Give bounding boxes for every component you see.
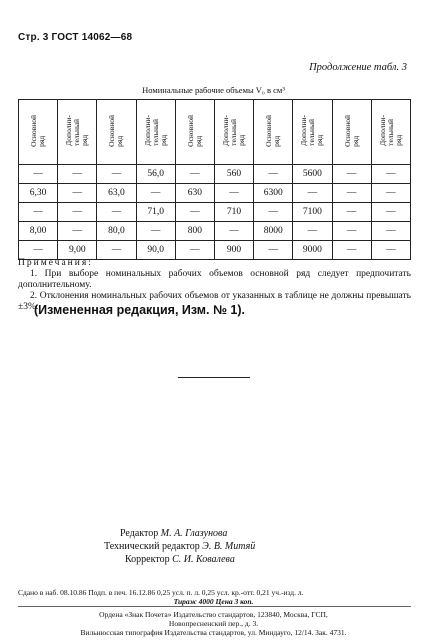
table-row <box>19 165 411 184</box>
credit-role: Редактор <box>120 528 159 539</box>
footer-divider <box>18 606 411 607</box>
table-cell: — <box>136 222 175 241</box>
table-cell: — <box>332 165 371 184</box>
table-cell: — <box>254 165 293 184</box>
table-cell: — <box>19 203 58 222</box>
table-cell: — <box>254 241 293 260</box>
table-cell: — <box>332 241 371 260</box>
column-header: Дополни- тельный ряд <box>58 100 97 165</box>
column-header: Основной ряд <box>175 100 214 165</box>
table-cell: — <box>371 184 410 203</box>
table-cell: — <box>332 184 371 203</box>
table-cell: — <box>97 165 136 184</box>
table-cell: — <box>97 203 136 222</box>
table-cell: — <box>214 222 253 241</box>
table-cell: 6,30 <box>19 184 58 203</box>
amendment-note: (Измененная редакция, Изм. № 1). <box>34 303 245 317</box>
credit-proofreader <box>125 553 255 566</box>
table-cell: — <box>254 203 293 222</box>
table-cell: 900 <box>214 241 253 260</box>
table-cell: — <box>293 222 332 241</box>
print-run: Тираж 4000 Цена 3 коп. <box>173 597 254 606</box>
table-cell: 8,00 <box>19 222 58 241</box>
table-cell: — <box>332 222 371 241</box>
table-row <box>19 222 411 241</box>
column-header: Дополни- тельный ряд <box>293 100 332 165</box>
credit-role: Корректор <box>125 554 170 565</box>
table-header-row <box>19 100 411 165</box>
table-cell: — <box>332 203 371 222</box>
column-header: Дополни- тельный ряд <box>136 100 175 165</box>
column-header: Основной ряд <box>97 100 136 165</box>
table-cell: 63,0 <box>97 184 136 203</box>
publisher-imprint: Ордена «Знак Почета» Издательство стандартов, 123840, Москва, ГСП, <box>99 610 328 619</box>
table-cell: 710 <box>214 203 253 222</box>
publisher-address: Новопресненский пер., д. 3. <box>168 619 259 628</box>
table-row <box>19 203 411 222</box>
notes-title: Примечания: <box>18 258 93 268</box>
table-cell: — <box>175 165 214 184</box>
column-header: Дополни- тельный ряд <box>214 100 253 165</box>
table-cell: 80,0 <box>97 222 136 241</box>
table-cell: 9000 <box>293 241 332 260</box>
table-cell: 5600 <box>293 165 332 184</box>
volumes-table <box>18 99 411 260</box>
table-cell: — <box>371 203 410 222</box>
table-cell: 560 <box>214 165 253 184</box>
table-cell: — <box>371 222 410 241</box>
table-cell: 800 <box>175 222 214 241</box>
table-cell: 8000 <box>254 222 293 241</box>
table-cell: — <box>175 203 214 222</box>
table-cell: 9,00 <box>58 241 97 260</box>
table-row <box>19 184 411 203</box>
table-cell: — <box>371 165 410 184</box>
table-cell: 630 <box>175 184 214 203</box>
table-cell: 71,0 <box>136 203 175 222</box>
table-row <box>19 241 411 260</box>
column-header: Основной ряд <box>332 100 371 165</box>
table-cell: — <box>58 222 97 241</box>
column-header: Дополни- тельный ряд <box>371 100 410 165</box>
column-header: Основной ряд <box>254 100 293 165</box>
table-cell: — <box>58 184 97 203</box>
note-item: 1. При выборе номинальных рабочих объемов основной ряд следует предпочитать дополнительному. <box>18 269 411 290</box>
table-cell: 6300 <box>254 184 293 203</box>
credit-name: С. И. Ковалева <box>172 554 235 565</box>
printer-imprint: Вильнюсская типография Издательства стандартов, ул. Миндауго, 12/14. Зак. 4731. <box>80 628 347 637</box>
table-cell: 7100 <box>293 203 332 222</box>
credit-role: Технический редактор <box>104 541 200 552</box>
credit-name: М. А. Глазунова <box>160 528 228 539</box>
credit-name: Э. В. Митяй <box>202 541 256 552</box>
table-cell: — <box>58 203 97 222</box>
table-continuation-label: Продолжение табл. 3 <box>309 62 407 73</box>
table-cell: — <box>371 241 410 260</box>
table-cell: — <box>58 165 97 184</box>
table-caption: Номинальные рабочие объемы V₀ в см³ <box>142 85 285 95</box>
editorial-credits <box>104 527 256 566</box>
table-cell: — <box>19 165 58 184</box>
table-cell: 90,0 <box>136 241 175 260</box>
section-divider <box>178 377 250 378</box>
table-cell: — <box>19 241 58 260</box>
table-cell: 56,0 <box>136 165 175 184</box>
credit-editor <box>120 527 255 540</box>
table-cell: — <box>136 184 175 203</box>
table-cell: — <box>214 184 253 203</box>
page-header: Стр. 3 ГОСТ 14062—68 <box>18 32 133 43</box>
table-cell: — <box>175 241 214 260</box>
column-header: Основной ряд <box>19 100 58 165</box>
credit-technical-editor <box>104 540 255 553</box>
print-info: Сдано в наб. 08.10.86 Подп. в печ. 16.12.86 0,25 усл. п. л. 0,25 усл. кр.-отт. 0,21 уч.-изд. л. <box>18 588 304 597</box>
table-cell: — <box>293 184 332 203</box>
note-item: 2. Отклонения номинальных рабочих объемов от указанных в таблице не должны превышать ±3%. <box>18 291 411 312</box>
table-cell: — <box>97 241 136 260</box>
